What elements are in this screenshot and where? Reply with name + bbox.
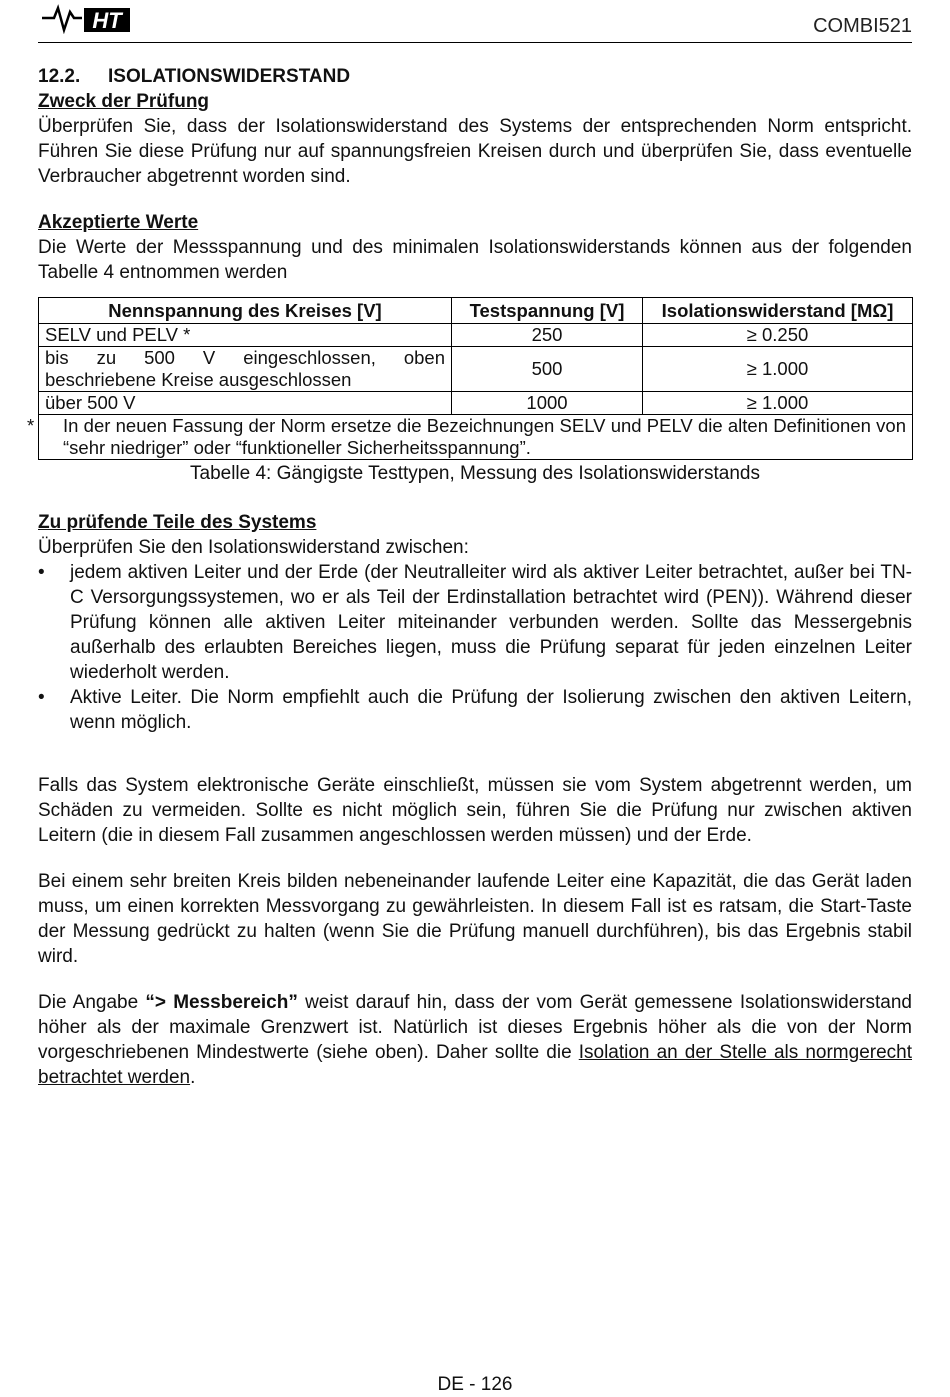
table-header-row bbox=[39, 298, 913, 324]
parts-heading: Zu prüfende Teile des Systems bbox=[38, 512, 317, 533]
table-footnote-row bbox=[39, 415, 913, 460]
ht-logo bbox=[40, 4, 132, 34]
capacity-paragraph: Bei einem sehr breiten Kreis bilden nebeneinander laufende Leiter eine Kapazität, die das Gerät laden muss, um einen korrekten Messvorgang zu gewährleisten. In diesem Fall ist es ratsam, die Start-Taste der Messung gedrückt zu halten (wenn Sie die Prüfung manuell durchführen), bis das Ergebnis stabil wird. bbox=[38, 871, 912, 967]
footnote-star: * bbox=[27, 415, 35, 436]
accepted-heading: Akzeptierte Werte bbox=[38, 212, 199, 233]
parts-list bbox=[38, 560, 912, 735]
page-content bbox=[27, 64, 913, 1090]
insulation-table bbox=[27, 297, 913, 460]
electronic-paragraph: Falls das System elektronische Geräte einschließt, müssen sie vom System abgetrennt werden, um Schäden zu vermeiden. Sollte es nicht möglich sein, führen Sie die Prüfung nur zwischen aktiven Leitern (die in diesem Fall zusammen angeschlossen werden müssen) und der Erde. bbox=[38, 775, 912, 846]
range-text-post: weist darauf hin, dass der vom Gerät gemessene Isolationswiderstand höher als der maximale Grenzwert ist. Natürlich ist dieses Ergebnis höher als die von der Norm vorgeschriebenen Mindestwerte (siehe oben). Daher sollte die bbox=[38, 992, 912, 1063]
table-cell: 1000 bbox=[452, 392, 643, 415]
table-row bbox=[39, 347, 913, 392]
accepted-text: Die Werte der Messspannung und des minimalen Isolationswiderstands können aus der folgenden Tabelle 4 entnommen werden bbox=[38, 237, 912, 283]
table-cell: ≥ 1.000 bbox=[643, 392, 913, 415]
table-header: Nennspannung des Kreises [V] bbox=[39, 298, 452, 324]
table-header: Testspannung [V] bbox=[452, 298, 643, 324]
table-footnote bbox=[27, 415, 913, 460]
logo-text: HT bbox=[92, 8, 122, 33]
table-cell: ≥ 1.000 bbox=[643, 347, 913, 392]
purpose-text: Überprüfen Sie, dass der Isolationswiderstand des Systems der entsprechenden Norm entspricht. Führen Sie diese Prüfung nur auf spannungsfreien Kreisen durch und überprüfen Sie, dass eventuelle Verbraucher abgetrennt worden sind. bbox=[38, 116, 912, 187]
range-label: “> Messbereich” bbox=[145, 992, 298, 1013]
table-cell: ≥ 0.250 bbox=[643, 324, 913, 347]
table-cell: SELV und PELV * bbox=[39, 324, 452, 347]
model-name: COMBI521 bbox=[813, 15, 912, 37]
table-caption: Tabelle 4: Gängigste Testtypen, Messung des Isolationswiderstands bbox=[190, 463, 760, 484]
list-item: • Aktive Leiter. Die Norm empfiehlt auch die Prüfung der Isolierung zwischen den aktiven Leitern, wenn möglich. bbox=[38, 685, 912, 735]
table-cell: bis zu 500 V eingeschlossen, oben beschriebene Kreise ausgeschlossen bbox=[39, 347, 452, 392]
table-row bbox=[39, 392, 913, 415]
list-item: • jedem aktiven Leiter und der Erde (der Neutralleiter wird als aktiver Leiter betrachtet, außer bei TN-C Versorgungssystemen, wo er als Teil der Erdinstallation betrachtet wird (PEN)). Während dieser Prüfung können alle aktiven Leiter miteinander verbunden werden. Sollte das Messergebnis außerhalb des erlaubten Bereiches liegen, muss die Prüfung separat für jeden einzelnen Leiter wiederholt werden. bbox=[38, 560, 912, 685]
table-header: Isolationswiderstand [MΩ] bbox=[643, 298, 913, 324]
section-title-text: ISOLATIONSWIDERSTAND bbox=[108, 66, 351, 87]
range-text-pre: Die Angabe bbox=[38, 992, 139, 1013]
table-cell: 500 bbox=[452, 347, 643, 392]
section-title bbox=[38, 64, 912, 89]
range-end: . bbox=[190, 1067, 196, 1088]
page-number: DE - 126 bbox=[437, 1374, 513, 1395]
table-row bbox=[39, 324, 913, 347]
parts-intro: Überprüfen Sie den Isolationswiderstand zwischen: bbox=[38, 537, 469, 558]
table-cell: über 500 V bbox=[39, 392, 452, 415]
footnote-text: In der neuen Fassung der Norm ersetze die Bezeichnungen SELV und PELV die alten Definitionen von “sehr niedriger” oder “funktioneller Sicherheitsspannung”. bbox=[63, 415, 906, 458]
section-number: 12.2. bbox=[38, 66, 81, 87]
range-paragraph bbox=[38, 990, 912, 1090]
page-header bbox=[38, 0, 912, 43]
range-underlined: Isolation an der Stelle als normgerecht betrachtet werden bbox=[38, 1042, 913, 1088]
purpose-heading: Zweck der Prüfung bbox=[38, 91, 210, 112]
table-cell: 250 bbox=[452, 324, 643, 347]
